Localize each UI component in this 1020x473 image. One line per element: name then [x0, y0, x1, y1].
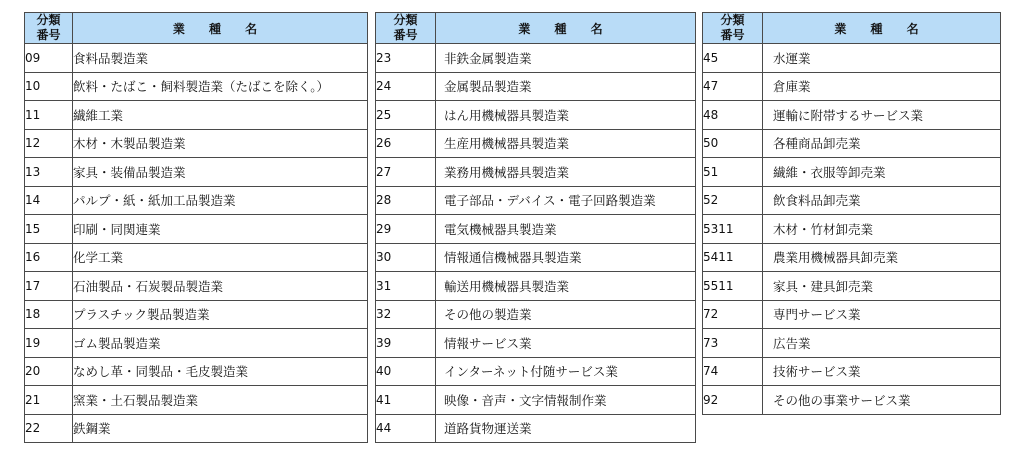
- industry-code: 50: [703, 129, 763, 158]
- industry-name: 繊維・衣服等卸売業: [763, 158, 1001, 187]
- table-row: [376, 44, 696, 73]
- industry-code: 17: [25, 272, 73, 301]
- industry-name: プラスチック製品製造業: [73, 300, 368, 329]
- industry-code: 31: [376, 272, 436, 301]
- industry-name: 倉庫業: [763, 72, 1001, 101]
- code-header-line1: 分類: [393, 13, 418, 27]
- code-header-line2: 番号: [393, 28, 418, 42]
- table-row: [376, 414, 696, 443]
- industry-code: 18: [25, 300, 73, 329]
- name-column-header: 業 種 名: [436, 13, 696, 44]
- code-column-header: [25, 13, 73, 44]
- code-column-header: [703, 13, 763, 44]
- industry-name: 窯業・土石製品製造業: [73, 386, 368, 415]
- industry-name: 情報サービス業: [436, 329, 696, 358]
- industry-name: 農業用機械器具卸売業: [763, 243, 1001, 272]
- table-row: [376, 329, 696, 358]
- table-row: [703, 101, 1001, 130]
- table-row: [376, 243, 696, 272]
- table-row: [25, 72, 368, 101]
- industry-code: 22: [25, 414, 73, 443]
- industry-name: はん用機械器具製造業: [436, 101, 696, 130]
- industry-code: 27: [376, 158, 436, 187]
- industry-code: 24: [376, 72, 436, 101]
- industry-name: 広告業: [763, 329, 1001, 358]
- industry-name: 飲食料品卸売業: [763, 186, 1001, 215]
- table-row: [25, 186, 368, 215]
- industry-code: 09: [25, 44, 73, 73]
- table-row: [25, 414, 368, 443]
- industry-code: 5511: [703, 272, 763, 301]
- industry-code: 32: [376, 300, 436, 329]
- table-row: [376, 101, 696, 130]
- table-row: [376, 129, 696, 158]
- industry-table-2: [375, 12, 696, 443]
- code-header-line2: 番号: [36, 28, 61, 42]
- industry-code: 19: [25, 329, 73, 358]
- table-row: [376, 186, 696, 215]
- industry-code: 5411: [703, 243, 763, 272]
- industry-name: 金属製品製造業: [436, 72, 696, 101]
- industry-table-3: [702, 12, 1001, 415]
- table-row: [25, 357, 368, 386]
- code-header-line2: 番号: [720, 28, 745, 42]
- industry-code: 5311: [703, 215, 763, 244]
- industry-name: その他の製造業: [436, 300, 696, 329]
- industry-code: 13: [25, 158, 73, 187]
- industry-name: 化学工業: [73, 243, 368, 272]
- industry-code: 40: [376, 357, 436, 386]
- industry-name: パルプ・紙・紙加工品製造業: [73, 186, 368, 215]
- industry-name: 印刷・同関連業: [73, 215, 368, 244]
- industry-name: 電子部品・デバイス・電子回路製造業: [436, 186, 696, 215]
- industry-name: 技術サービス業: [763, 357, 1001, 386]
- table-row: [703, 300, 1001, 329]
- table-row: [25, 272, 368, 301]
- table-row: [376, 215, 696, 244]
- industry-name: 非鉄金属製造業: [436, 44, 696, 73]
- industry-code: 41: [376, 386, 436, 415]
- industry-name: 家具・建具卸売業: [763, 272, 1001, 301]
- industry-code: 29: [376, 215, 436, 244]
- industry-name: 業務用機械器具製造業: [436, 158, 696, 187]
- table-row: [376, 386, 696, 415]
- table-row: [376, 72, 696, 101]
- table-row: [703, 129, 1001, 158]
- industry-code: 39: [376, 329, 436, 358]
- industry-code: 73: [703, 329, 763, 358]
- table-row: [703, 72, 1001, 101]
- table-row: [25, 243, 368, 272]
- industry-code: 51: [703, 158, 763, 187]
- industry-name: 鉄鋼業: [73, 414, 368, 443]
- table-row: [703, 44, 1001, 73]
- industry-name: なめし革・同製品・毛皮製造業: [73, 357, 368, 386]
- industry-name: 専門サービス業: [763, 300, 1001, 329]
- industry-code: 30: [376, 243, 436, 272]
- code-header-line1: 分類: [36, 13, 61, 27]
- name-column-header: 業 種 名: [73, 13, 368, 44]
- industry-code: 52: [703, 186, 763, 215]
- industry-code: 92: [703, 386, 763, 415]
- industry-code: 45: [703, 44, 763, 73]
- industry-name: 木材・竹材卸売業: [763, 215, 1001, 244]
- table-row: [703, 243, 1001, 272]
- table-header-row: [703, 13, 1001, 44]
- table-row: [25, 158, 368, 187]
- industry-code: 74: [703, 357, 763, 386]
- industry-name: ゴム製品製造業: [73, 329, 368, 358]
- industry-name: インターネット付随サービス業: [436, 357, 696, 386]
- table-row: [376, 300, 696, 329]
- table-header-row: [25, 13, 368, 44]
- industry-name: 石油製品・石炭製品製造業: [73, 272, 368, 301]
- industry-name: 木材・木製品製造業: [73, 129, 368, 158]
- industry-code: 72: [703, 300, 763, 329]
- industry-name: 情報通信機械器具製造業: [436, 243, 696, 272]
- industry-name: 水運業: [763, 44, 1001, 73]
- industry-name: 電気機械器具製造業: [436, 215, 696, 244]
- industry-code: 15: [25, 215, 73, 244]
- industry-code: 48: [703, 101, 763, 130]
- industry-code: 11: [25, 101, 73, 130]
- industry-name: 食料品製造業: [73, 44, 368, 73]
- industry-name: 繊維工業: [73, 101, 368, 130]
- table-row: [25, 44, 368, 73]
- table-row: [25, 215, 368, 244]
- table-row: [703, 186, 1001, 215]
- industry-code: 20: [25, 357, 73, 386]
- industry-name: 各種商品卸売業: [763, 129, 1001, 158]
- table-row: [703, 215, 1001, 244]
- table-row: [25, 129, 368, 158]
- industry-code: 28: [376, 186, 436, 215]
- table-row: [25, 386, 368, 415]
- table-row: [703, 272, 1001, 301]
- industry-code: 44: [376, 414, 436, 443]
- table-row: [25, 329, 368, 358]
- table-row: [376, 357, 696, 386]
- code-column-header: [376, 13, 436, 44]
- table-row: [25, 101, 368, 130]
- industry-code: 14: [25, 186, 73, 215]
- table-row: [376, 272, 696, 301]
- table-row: [703, 329, 1001, 358]
- table-header-row: [376, 13, 696, 44]
- name-column-header: 業 種 名: [763, 13, 1001, 44]
- industry-code: 47: [703, 72, 763, 101]
- table-row: [25, 300, 368, 329]
- table-row: [703, 158, 1001, 187]
- industry-code: 25: [376, 101, 436, 130]
- industry-name: 運輸に附帯するサービス業: [763, 101, 1001, 130]
- industry-name: その他の事業サービス業: [763, 386, 1001, 415]
- industry-name: 道路貨物運送業: [436, 414, 696, 443]
- industry-name: 映像・音声・文字情報制作業: [436, 386, 696, 415]
- industry-name: 家具・装備品製造業: [73, 158, 368, 187]
- industry-code: 23: [376, 44, 436, 73]
- industry-code: 10: [25, 72, 73, 101]
- industry-code: 26: [376, 129, 436, 158]
- industry-name: 飲料・たばこ・飼料製造業（たばこを除く。）: [73, 72, 368, 101]
- industry-code: 12: [25, 129, 73, 158]
- table-row: [703, 386, 1001, 415]
- industry-name: 輸送用機械器具製造業: [436, 272, 696, 301]
- table-row: [703, 357, 1001, 386]
- industry-name: 生産用機械器具製造業: [436, 129, 696, 158]
- industry-code: 21: [25, 386, 73, 415]
- industry-table-1: [24, 12, 368, 443]
- code-header-line1: 分類: [720, 13, 745, 27]
- industry-code: 16: [25, 243, 73, 272]
- table-row: [376, 158, 696, 187]
